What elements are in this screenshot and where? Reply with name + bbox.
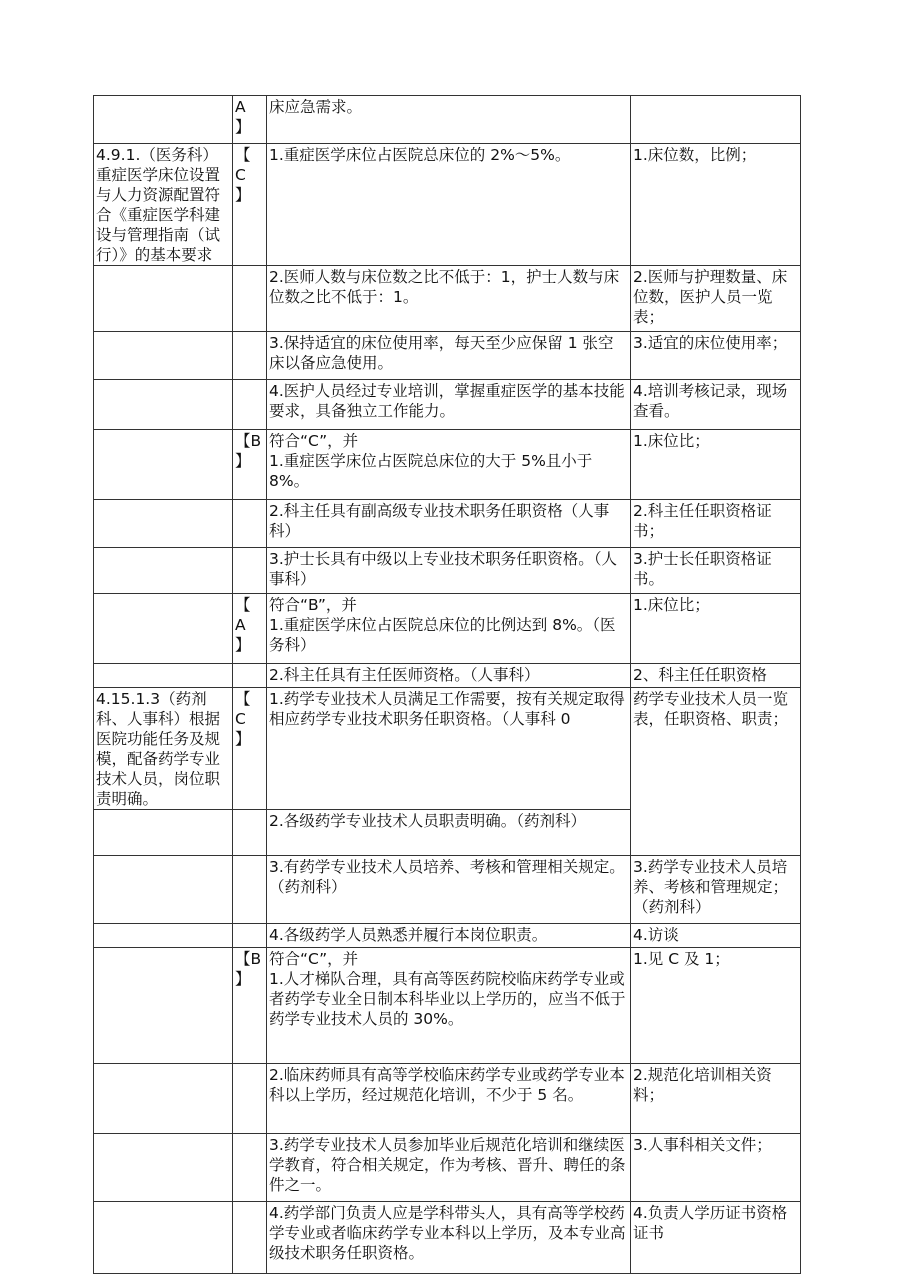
- item-cell: [94, 1134, 233, 1202]
- evidence-cell: 2、科主任任职资格: [631, 664, 801, 688]
- evidence-cell: 1.床位比；: [631, 594, 801, 664]
- item-cell: [94, 924, 233, 948]
- item-cell: [94, 430, 233, 500]
- item-cell: [94, 266, 233, 332]
- item-cell: [94, 1202, 233, 1274]
- evidence-cell: 4.访谈: [631, 924, 801, 948]
- standards-table: [93, 95, 801, 1274]
- table-body: [94, 96, 801, 1274]
- requirement-cell: 2.各级药学专业技术人员职责明确。（药剂科）: [267, 810, 631, 856]
- level-cell: [233, 810, 267, 856]
- evidence-cell: 3.护士长任职资格证书。: [631, 548, 801, 594]
- evidence-cell: 2.医师与护理数量、床位数，医护人员一览表；: [631, 266, 801, 332]
- requirement-cell: 4.医护人员经过专业培训，掌握重症医学的基本技能要求，具备独立工作能力。: [267, 380, 631, 430]
- table-row: [94, 430, 801, 500]
- level-cell: [233, 664, 267, 688]
- item-cell: [94, 332, 233, 380]
- evidence-cell: 3.药学专业技术人员培养、考核和管理规定；（药剂科）: [631, 856, 801, 924]
- requirement-cell: 2.科主任具有副高级专业技术职务任职资格（人事科）: [267, 500, 631, 548]
- item-cell: [94, 594, 233, 664]
- item-cell: [94, 810, 233, 856]
- level-cell: 【 A 】: [233, 594, 267, 664]
- table-row: [94, 1064, 801, 1134]
- requirement-cell: 1.药学专业技术人员满足工作需要，按有关规定取得相应药学专业技术职务任职资格。（人事科 0: [267, 688, 631, 810]
- level-cell: 【 C 】: [233, 144, 267, 266]
- item-cell: [94, 856, 233, 924]
- requirement-cell: 3.护士长具有中级以上专业技术职务任职资格。（人事科）: [267, 548, 631, 594]
- evidence-cell: 药学专业技术人员一览表，任职资格、职责；: [631, 688, 801, 810]
- table-row: [94, 144, 801, 266]
- item-cell: [94, 548, 233, 594]
- item-cell: [94, 664, 233, 688]
- level-cell: [233, 924, 267, 948]
- table-row: [94, 688, 801, 810]
- level-cell: 【B 】: [233, 430, 267, 500]
- table-row: [94, 96, 801, 144]
- level-cell: [233, 1064, 267, 1134]
- requirement-cell: 1.重症医学床位占医院总床位的 2%～5%。: [267, 144, 631, 266]
- evidence-cell: 3.适宜的床位使用率；: [631, 332, 801, 380]
- item-cell: [94, 1064, 233, 1134]
- item-cell: [94, 948, 233, 1064]
- requirement-cell: 床应急需求。: [267, 96, 631, 144]
- table-row: [94, 924, 801, 948]
- table-row: [94, 332, 801, 380]
- item-cell: [94, 380, 233, 430]
- level-cell: [233, 500, 267, 548]
- requirement-cell: 3.药学专业技术人员参加毕业后规范化培训和继续医学教育，符合相关规定，作为考核、晋升、聘任的条件之一。: [267, 1134, 631, 1202]
- table-row: [94, 500, 801, 548]
- level-cell: A 】: [233, 96, 267, 144]
- evidence-cell: 1.见 C 及 1；: [631, 948, 801, 1064]
- level-cell: [233, 548, 267, 594]
- item-cell: [94, 96, 233, 144]
- requirement-cell: 4.药学部门负责人应是学科带头人，具有高等学校药学专业或者临床药学专业本科以上学历，及本专业高级技术职务任职资格。: [267, 1202, 631, 1274]
- evidence-cell: 4.负责人学历证书资格证书: [631, 1202, 801, 1274]
- evidence-cell: 2.科主任任职资格证书；: [631, 500, 801, 548]
- evidence-cell: 2.规范化培训相关资料；: [631, 1064, 801, 1134]
- level-cell: [233, 380, 267, 430]
- requirement-cell: 3.有药学专业技术人员培养、考核和管理相关规定。（药剂科）: [267, 856, 631, 924]
- level-cell: [233, 1202, 267, 1274]
- level-cell: 【B 】: [233, 948, 267, 1064]
- evidence-cell: 3.人事科相关文件；: [631, 1134, 801, 1202]
- level-cell: [233, 1134, 267, 1202]
- table-row: [94, 664, 801, 688]
- table-row: [94, 266, 801, 332]
- item-cell: 4.9.1.（医务科）重症医学床位设置与人力资源配置符合《重症医学科建设与管理指南（试行）》的基本要求: [94, 144, 233, 266]
- evidence-cell: [631, 810, 801, 856]
- item-cell: [94, 500, 233, 548]
- evidence-cell: 4.培训考核记录，现场查看。: [631, 380, 801, 430]
- table-row: [94, 548, 801, 594]
- table-row: [94, 594, 801, 664]
- table-row: [94, 1202, 801, 1274]
- requirement-cell: 符合“C”，并 1.重症医学床位占医院总床位的大于 5%且小于 8%。: [267, 430, 631, 500]
- requirement-cell: 符合“C”，并 1.人才梯队合理，具有高等医药院校临床药学专业或者药学专业全日制本科毕业以上学历的，应当不低于药学专业技术人员的 30%。: [267, 948, 631, 1064]
- item-cell: 4.15.1.3（药剂科、人事科）根据医院功能任务及规模，配备药学专业技术人员，岗位职责明确。: [94, 688, 233, 810]
- evidence-cell: 1.床位比；: [631, 430, 801, 500]
- evidence-cell: 1.床位数，比例；: [631, 144, 801, 266]
- table-row: [94, 948, 801, 1064]
- requirement-cell: 2.科主任具有主任医师资格。（人事科）: [267, 664, 631, 688]
- evidence-cell: [631, 96, 801, 144]
- level-cell: [233, 332, 267, 380]
- level-cell: 【 C 】: [233, 688, 267, 810]
- table-row: [94, 856, 801, 924]
- requirement-cell: 2.医师人数与床位数之比不低于：1，护士人数与床位数之比不低于：1。: [267, 266, 631, 332]
- requirement-cell: 3.保持适宜的床位使用率，每天至少应保留 1 张空床以备应急使用。: [267, 332, 631, 380]
- level-cell: [233, 266, 267, 332]
- level-cell: [233, 856, 267, 924]
- requirement-cell: 4.各级药学人员熟悉并履行本岗位职责。: [267, 924, 631, 948]
- table-row: [94, 380, 801, 430]
- table-row: [94, 1134, 801, 1202]
- requirement-cell: 符合“B”，并 1.重症医学床位占医院总床位的比例达到 8%。（医务科）: [267, 594, 631, 664]
- table-row: [94, 810, 801, 856]
- requirement-cell: 2.临床药师具有高等学校临床药学专业或药学专业本科以上学历，经过规范化培训，不少于 5 名。: [267, 1064, 631, 1134]
